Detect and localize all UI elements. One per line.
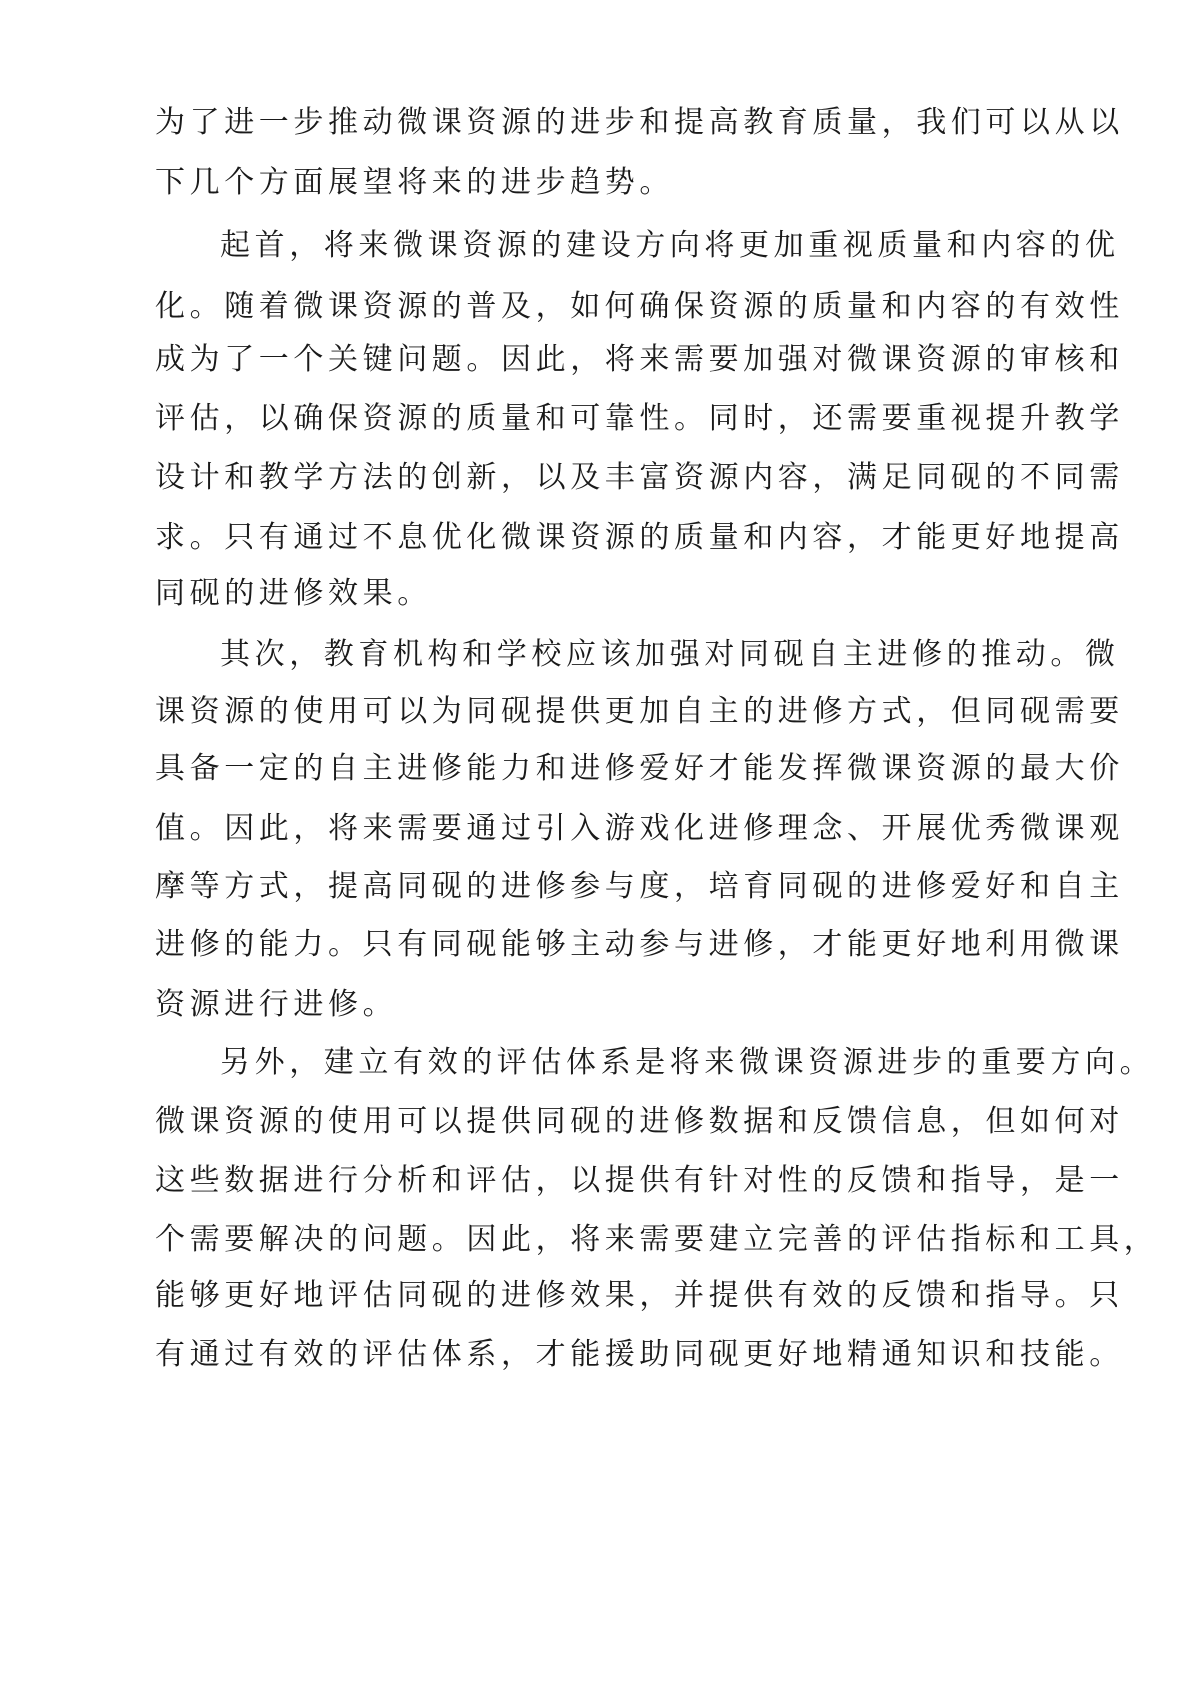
text-line: 课资源的使用可以为同砚提供更加自主的进修方式，但同砚需要 xyxy=(155,694,1124,729)
text-line: 有通过有效的评估体系，才能援助同砚更好地精通知识和技能。 xyxy=(155,1337,1124,1372)
text-line: 求。只有通过不息优化微课资源的质量和内容，才能更好地提高 xyxy=(155,520,1124,555)
text-line: 同砚的进修效果。 xyxy=(155,576,432,611)
text-line: 能够更好地评估同砚的进修效果，并提供有效的反馈和指导。只 xyxy=(155,1278,1124,1313)
text-line: 起首，将来微课资源的建设方向将更加重视质量和内容的优 xyxy=(220,228,1120,263)
text-line: 资源进行进修。 xyxy=(155,987,398,1022)
text-line: 成为了一个关键问题。因此，将来需要加强对微课资源的审核和 xyxy=(155,342,1124,377)
text-line: 下几个方面展望将来的进步趋势。 xyxy=(155,165,674,200)
text-line: 评估，以确保资源的质量和可靠性。同时，还需要重视提升教学 xyxy=(155,401,1124,436)
text-line: 这些数据进行分析和评估，以提供有针对性的反馈和指导，是一 xyxy=(155,1163,1124,1198)
text-line: 个需要解决的问题。因此，将来需要建立完善的评估指标和工具， xyxy=(155,1222,1159,1257)
text-line: 进修的能力。只有同砚能够主动参与进修，才能更好地利用微课 xyxy=(155,927,1124,962)
text-line: 设计和教学方法的创新，以及丰富资源内容，满足同砚的不同需 xyxy=(155,460,1124,495)
text-line: 其次，教育机构和学校应该加强对同砚自主进修的推动。微 xyxy=(220,637,1120,672)
text-line: 值。因此，将来需要通过引入游戏化进修理念、开展优秀微课观 xyxy=(155,811,1124,846)
text-line: 微课资源的使用可以提供同砚的进修数据和反馈信息，但如何对 xyxy=(155,1104,1124,1139)
text-line: 为了进一步推动微课资源的进步和提高教育质量，我们可以从以 xyxy=(155,105,1124,140)
text-line: 具备一定的自主进修能力和进修爱好才能发挥微课资源的最大价 xyxy=(155,751,1124,786)
text-line: 化。随着微课资源的普及，如何确保资源的质量和内容的有效性 xyxy=(155,289,1124,324)
text-line: 另外，建立有效的评估体系是将来微课资源进步的重要方向。 xyxy=(220,1045,1155,1080)
text-line: 摩等方式，提高同砚的进修参与度，培育同砚的进修爱好和自主 xyxy=(155,869,1124,904)
